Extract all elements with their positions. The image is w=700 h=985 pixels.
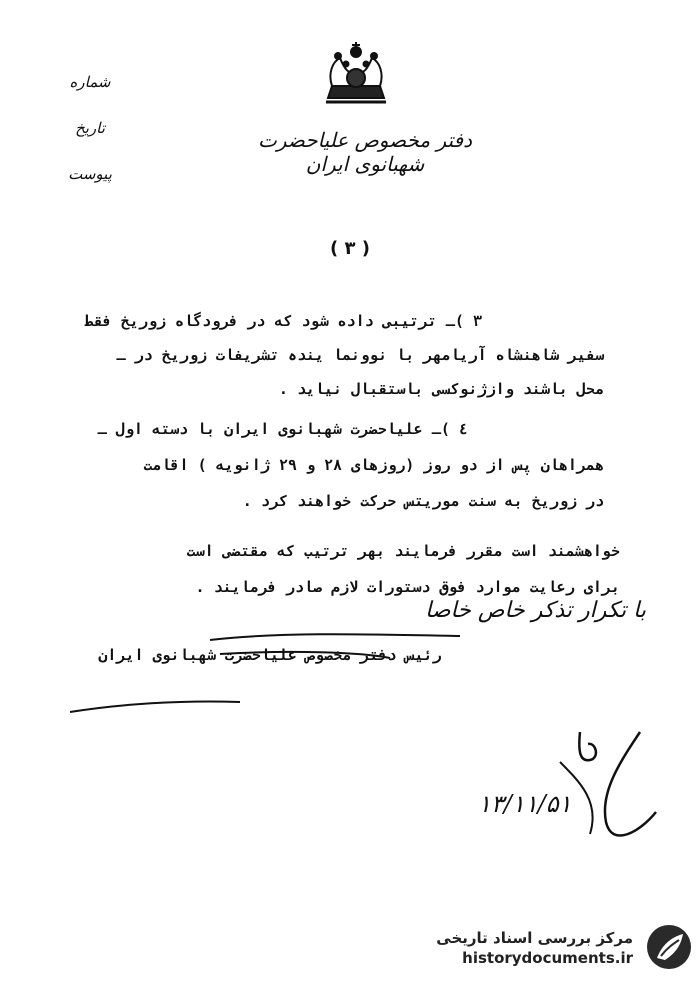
handwritten-note: با تکرار تذکر خاص خاصا <box>425 598 646 623</box>
signature-title: رئیس دفتر مخصوص علیاحضرت شهبانوی ایران <box>98 646 442 664</box>
item-3-line-2: سفیر شاهنشاه آریامهر با نوونما یندہ تشریفات زوریخ در ـ <box>116 346 604 364</box>
history-documents-logo-icon <box>643 922 695 972</box>
item-4-line-2: همراهان پس از دو روز (روزهای ۲۸ و ۲۹ ژانویه ) اقامت <box>143 456 604 474</box>
watermark-text <box>436 928 633 968</box>
item-4-line-3: در زوریخ به سنت موریتس حرکت خواهند کرد . <box>242 492 604 510</box>
page-number: ( ۳ ) <box>330 238 370 259</box>
request-line-2: برای رعایت موارد فوق دستورات لازم صادر فرمایند . <box>195 578 620 596</box>
watermark-url: historydocuments.ir <box>462 949 633 967</box>
handwritten-date: ۱۳/۱۱/۵۱ <box>478 790 572 818</box>
item-3-line-1: ۳ )ـ ترتیبی داده شود که در فرودگاه زوریخ فقط <box>84 312 482 330</box>
label-date: تاریخ <box>75 119 105 137</box>
request-line-1: خواهشمند است مقرر فرمایند بهر ترتیب که مقتضی است <box>186 542 620 560</box>
royal-crown-emblem-icon <box>318 38 394 114</box>
signature-scribble <box>60 620 480 720</box>
office-title: دفتر مخصوص علیاحضرت شهبانوی ایران <box>258 128 472 176</box>
label-attachment: پیوست <box>68 165 112 183</box>
item-3-line-3: محل باشند وازژنوکسی باستقبال نیاید . <box>278 380 604 398</box>
watermark <box>425 922 695 972</box>
margin-labels <box>60 62 120 200</box>
watermark-title: مرکز بررسی اسناد تاریخی <box>436 929 633 947</box>
label-number: شماره <box>69 73 111 91</box>
item-4-line-1: ٤ )ـ علیاحضرت شهبانوی ایران با دسته اول ـ <box>97 420 468 438</box>
